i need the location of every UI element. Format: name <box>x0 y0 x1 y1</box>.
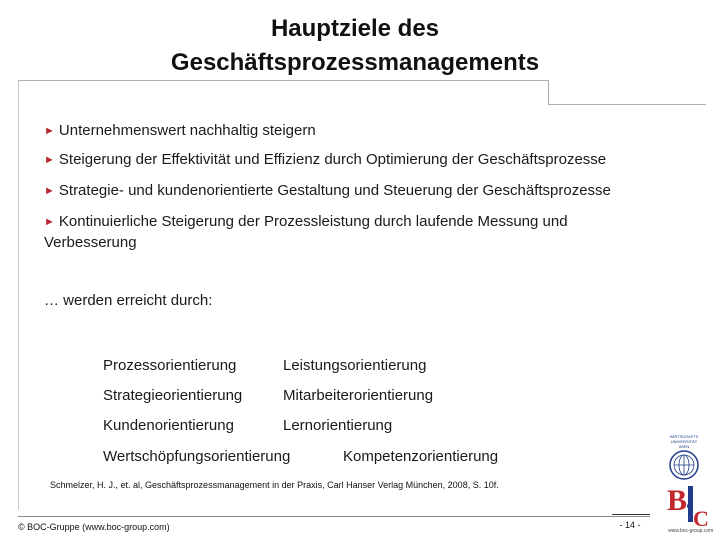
bullet-item <box>44 149 606 172</box>
page-number-rule <box>612 514 650 515</box>
citation: Schmelzer, H. J., et. al, Geschäftsprozessmanagement in der Praxis, Carl Hanser Verlag München, 2008, S. 10f. <box>50 480 499 490</box>
svg-text:C: C <box>693 506 709 531</box>
frame-top-border <box>18 80 549 105</box>
bullet-continuation: Verbesserung <box>44 234 137 251</box>
orientation-item: Prozessorientierung <box>103 357 237 374</box>
footer-divider <box>18 516 650 517</box>
frame-left-border <box>18 80 19 510</box>
orientation-item: Strategieorientierung <box>103 387 243 404</box>
footer-copyright: © BOC-Gruppe (www.boc-group.com) <box>18 522 170 532</box>
orientation-item: Kompetenzorientierung <box>343 448 499 465</box>
orientation-item: Kundenorientierung <box>103 417 234 434</box>
bullet-text: Unternehmenswert nachhaltig steigern <box>58 122 316 139</box>
svg-text:B: B <box>667 484 688 517</box>
triangle-bullet-icon: ► <box>44 216 55 228</box>
title-line-1: Hauptziele des <box>270 15 440 42</box>
bullet-item <box>44 180 611 203</box>
svg-text:WIEN: WIEN <box>678 444 690 449</box>
svg-text:UNIVERSITÄT: UNIVERSITÄT <box>670 439 698 444</box>
bullet-item <box>44 211 568 234</box>
svg-text:WIRTSCHAFTS: WIRTSCHAFTS <box>669 434 699 439</box>
subheading: … werden erreicht durch: <box>44 292 213 309</box>
frame-right-border <box>548 104 706 105</box>
orientation-item: Lernorientierung <box>283 417 393 434</box>
orientation-item: Mitarbeiterorientierung <box>283 387 434 404</box>
bullet-text: Kontinuierliche Steigerung der Prozessleistung durch laufende Messung und <box>58 213 568 230</box>
page-number: - 14 - <box>619 520 641 530</box>
triangle-bullet-icon: ► <box>44 125 55 137</box>
slide-title <box>100 12 610 80</box>
triangle-bullet-icon: ► <box>44 154 55 166</box>
triangle-bullet-icon: ► <box>44 185 55 197</box>
logo-url: www.boc-group.com <box>668 528 714 534</box>
title-line-2: Geschäftsprozessmanagements <box>170 49 540 76</box>
bullet-text: Steigerung der Effektivität und Effizienz durch Optimierung der Geschäftsprozesse <box>58 151 607 168</box>
university-seal-icon <box>655 432 713 484</box>
orientation-item: Leistungsorientierung <box>283 357 427 374</box>
bullet-item <box>44 120 316 143</box>
bullet-text: Strategie- und kundenorientierte Gestaltung und Steuerung der Geschäftsprozesse <box>58 182 611 199</box>
orientation-item: Wertschöpfungsorientierung <box>103 448 291 465</box>
